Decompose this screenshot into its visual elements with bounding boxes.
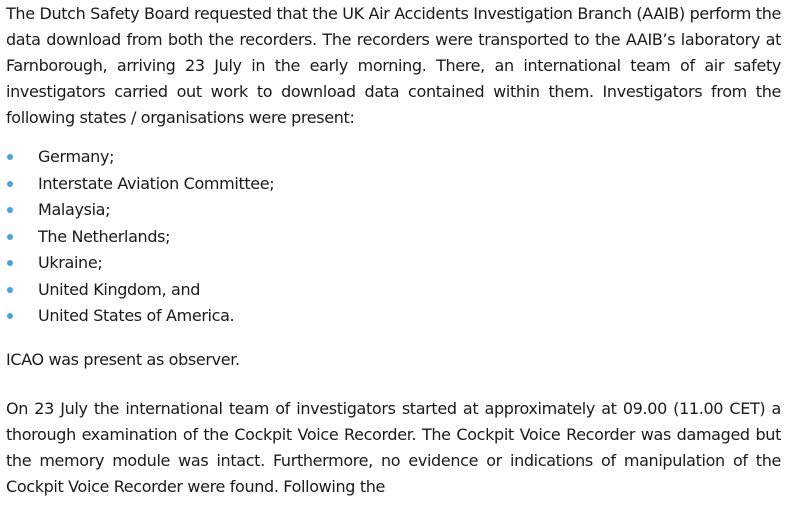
list-item-text: Malaysia; bbox=[38, 200, 111, 219]
list-item bbox=[6, 250, 781, 277]
list-item bbox=[6, 144, 781, 171]
list-item bbox=[6, 277, 781, 304]
participants-list bbox=[6, 144, 781, 330]
list-item-text: United Kingdom, and bbox=[38, 279, 201, 299]
document-page bbox=[6, 0, 781, 500]
list-item bbox=[6, 171, 781, 198]
list-item-text: Germany; bbox=[38, 147, 115, 166]
intro-paragraph: The Dutch Safety Board requested that the UK Air Accidents Investigation Branch (AAIB) perform the data download from both the recorders. The recorders were transported to the AAIB’s laboratory at Farnborough, arriving 23 July in the early morning. There, an international team of air safety investigators carried out work to download data contained within them. Investigators from the following states / organisations were present: bbox=[6, 4, 781, 127]
list-item-text: United States of America. bbox=[38, 306, 235, 325]
bullet-icon bbox=[7, 313, 13, 319]
bullet-icon bbox=[7, 287, 13, 293]
observer-paragraph: ICAO was present as observer. bbox=[6, 349, 240, 369]
list-item bbox=[6, 224, 781, 251]
list-item-text: Ukraine; bbox=[38, 253, 103, 272]
list-item bbox=[6, 197, 781, 224]
list-item-text: The Netherlands; bbox=[38, 226, 171, 246]
bullet-icon bbox=[7, 181, 13, 187]
list-item bbox=[6, 303, 781, 330]
bullet-icon bbox=[7, 154, 13, 160]
cvr-paragraph: On 23 July the international team of investigators started at approximately at 09.00 (11.00 CET) a thorough examination of the Cockpit Voice Recorder. The Cockpit Voice Recorder was damaged but the memory module was intact. Furthermore, no evidence or indications of manipulation of the Cockpit Voice Recorder were found. Following the bbox=[6, 398, 781, 496]
bullet-icon bbox=[7, 234, 13, 240]
bullet-icon bbox=[7, 260, 13, 266]
bullet-icon bbox=[7, 207, 13, 213]
list-item-text: Interstate Aviation Committee; bbox=[38, 173, 275, 193]
